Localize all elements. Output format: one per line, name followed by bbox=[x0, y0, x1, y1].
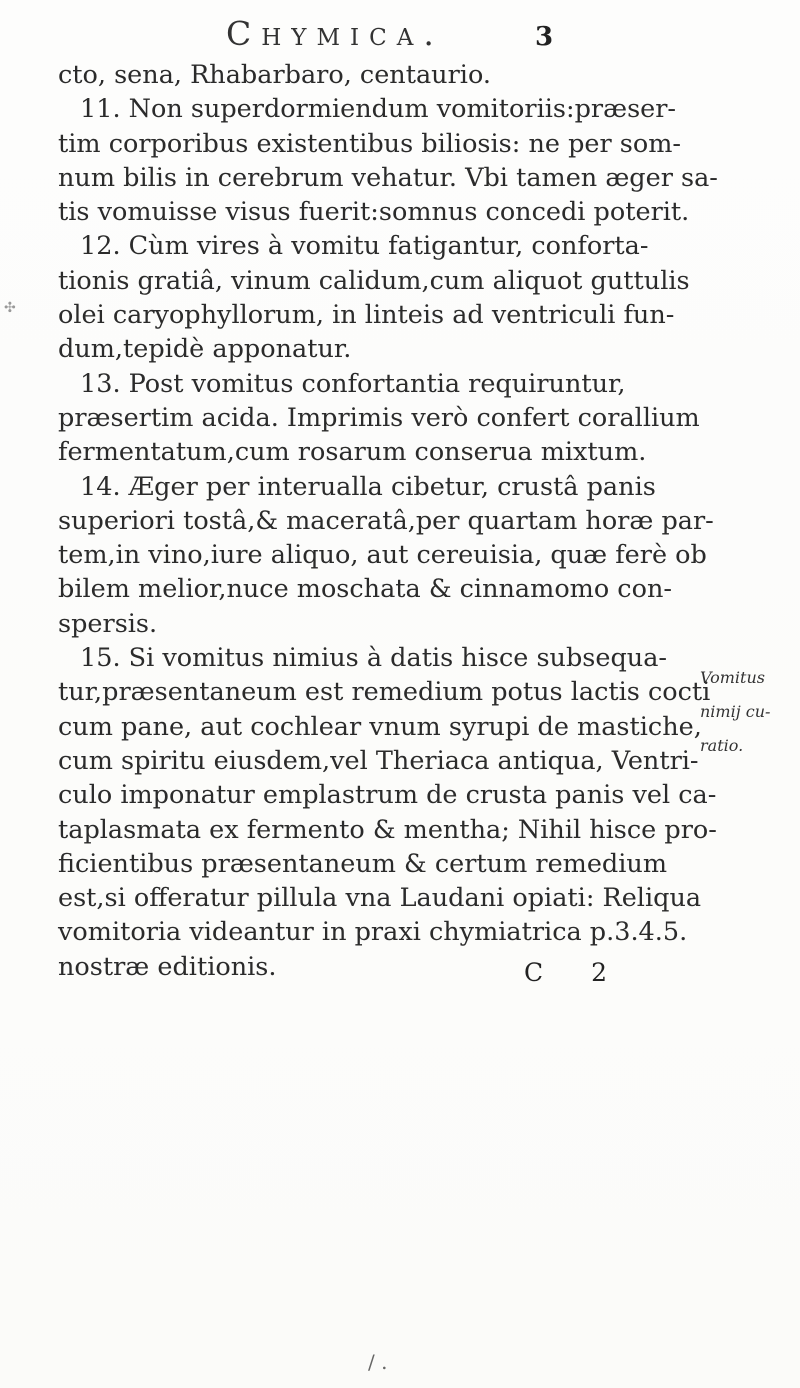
text-line: 11. Non superdormiendum vomitoriis:præser- bbox=[80, 94, 677, 125]
running-head: Chymica. bbox=[226, 14, 444, 53]
text-line: taplasmata ex fermento & mentha; Nihil hisce pro- bbox=[58, 814, 717, 845]
body-text bbox=[58, 58, 728, 984]
signature-mark: 3 bbox=[535, 22, 554, 52]
text-line: bilem melior,nuce moschata & cinnamomo con- bbox=[58, 574, 672, 605]
text-line: præsertim acida. Imprimis verò confert corallium bbox=[58, 402, 700, 433]
margin-note: ratio. bbox=[700, 736, 744, 755]
text-line: fermentatum,cum rosarum conserua mixtum. bbox=[58, 437, 647, 468]
margin-flaw: ✣ bbox=[4, 300, 16, 316]
text-line: spersis. bbox=[58, 608, 158, 639]
page-header bbox=[0, 14, 800, 60]
text-line: tem,in vino,iure aliquo, aut cereuisia, quæ ferè ob bbox=[58, 540, 707, 571]
text-line: ficientibus præsentaneum & certum remedium bbox=[58, 848, 668, 879]
text-line: olei caryophyllorum, in linteis ad ventriculi fun- bbox=[58, 300, 675, 331]
text-line: nostræ editionis. bbox=[58, 951, 277, 982]
text-line: tim corporibus existentibus biliosis: ne per som- bbox=[58, 128, 682, 159]
text-line: dum,tepidè apponatur. bbox=[58, 334, 352, 365]
catchword: C 2 bbox=[524, 958, 627, 987]
text-line: tur,præsentaneum est remedium potus lactis cocti bbox=[58, 677, 711, 708]
text-line: superiori tostâ,& maceratâ,per quartam horæ par- bbox=[58, 505, 714, 536]
margin-note: Vomitus bbox=[700, 668, 765, 687]
text-line: cto, sena, Rhabarbaro, centaurio. bbox=[58, 60, 491, 90]
text-line: cum spiritu eiusdem,vel Theriaca antiqua, Ventri- bbox=[58, 745, 699, 776]
text-line: 15. Si vomitus nimius à datis hisce subsequa- bbox=[80, 643, 668, 674]
text-line: 14. Æger per interualla cibetur, crustâ panis bbox=[80, 471, 656, 502]
text-line: est,si offeratur pillula vna Laudani opiati: Reliqua bbox=[58, 883, 702, 914]
text-line: num bilis in cerebrum vehatur. Vbi tamen æger sa- bbox=[58, 162, 718, 193]
text-line: cum pane, aut cochlear vnum syrupi de mastiche, bbox=[58, 711, 702, 742]
text-line: tionis gratiâ, vinum calidum,cum aliquot guttulis bbox=[58, 265, 690, 296]
text-line: tis vomuisse visus fuerit:somnus concedi poterit. bbox=[58, 197, 690, 228]
text-line: vomitoria videantur in praxi chymiatrica p.3.4.5. bbox=[58, 917, 688, 948]
text-line: 13. Post vomitus confortantia requiruntur, bbox=[80, 368, 626, 399]
margin-note: nimij cu- bbox=[700, 702, 771, 721]
text-line: culo imponatur emplastrum de crusta panis vel ca- bbox=[58, 780, 717, 811]
text-line: 12. Cùm vires à vomitu fatigantur, conforta- bbox=[80, 231, 649, 262]
footer-mark: / . bbox=[368, 1350, 388, 1374]
